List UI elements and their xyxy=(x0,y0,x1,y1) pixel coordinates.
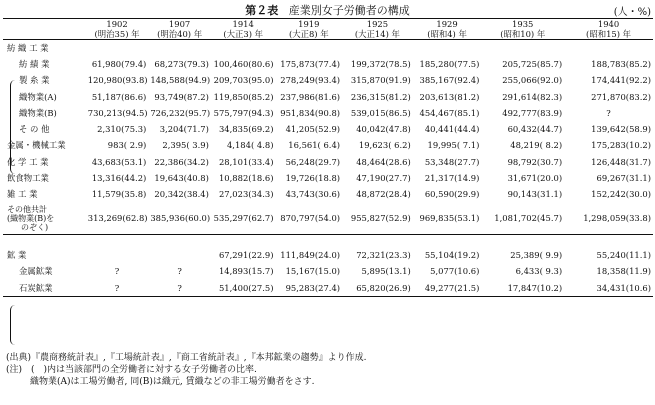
table-cell: 95,283(27.4) xyxy=(275,280,342,297)
table-cell: 53,348(27.7) xyxy=(424,156,480,167)
row-label: 飲食物工業 xyxy=(7,173,49,184)
table-cell: 1,298,059(33.8) xyxy=(583,213,651,224)
table-row xyxy=(3,121,653,137)
header-text: 1919 xyxy=(298,19,320,29)
row-label: 紡 績 業 xyxy=(19,58,50,69)
header-text: 1902 xyxy=(106,19,128,29)
table-cell: 152,242(30.0) xyxy=(591,189,651,200)
header-text: 1940 xyxy=(597,19,620,29)
table-cell: ? xyxy=(148,280,211,297)
table-cell xyxy=(564,40,653,57)
table-cell: 185,280(77.5) xyxy=(419,58,480,69)
table-cell: 68,273(79.3) xyxy=(154,58,209,69)
table-cell: 726,232(95.7) xyxy=(150,107,211,118)
table-cell: ? xyxy=(177,266,182,277)
table-cell: 48,464(28.6) xyxy=(356,156,411,167)
row-label: 石炭鉱業 xyxy=(3,280,86,297)
table-cell: 5,077(10.6) xyxy=(430,266,480,277)
header-text: 1925 xyxy=(366,19,389,29)
header-col xyxy=(564,19,653,40)
table-cell: 454,467(85.1) xyxy=(419,107,480,118)
table-cell: 175,283(10.2) xyxy=(591,140,651,151)
textile-brace xyxy=(10,80,15,174)
header-col xyxy=(342,19,413,40)
table-cell: 20,342(38.4) xyxy=(154,189,209,200)
table-cell: 69,267(31.1) xyxy=(596,173,651,184)
table-row xyxy=(3,264,653,280)
row-label-total: その他共計 (織物業(B)を のぞく) xyxy=(7,205,55,233)
header-text: 1914 xyxy=(232,19,254,29)
table-cell: 49,277(21.5) xyxy=(413,280,482,297)
table-cell: 278,249(93.4) xyxy=(280,75,341,86)
table-cell: 315,870(91.9) xyxy=(350,75,411,86)
row-label: 金属鉱業 xyxy=(19,266,53,277)
table-cell xyxy=(481,40,564,57)
header-col xyxy=(211,19,276,40)
table-row xyxy=(3,154,653,170)
row-label: 化 学 工 業 xyxy=(7,156,49,167)
table-cell: 209,703(95.0) xyxy=(213,75,274,86)
table-cell: 199,372(78.5) xyxy=(350,58,411,69)
table-cell: 983( 2.9) xyxy=(107,140,147,151)
note-1: (注) ( )内は当該部門の全労働者に対する女子労働者の比率. xyxy=(6,365,257,375)
table-cell: 203,613(81.2) xyxy=(419,91,480,102)
table-cell: 3,204(71.7) xyxy=(159,124,209,135)
header-col xyxy=(413,19,482,40)
table-cell: 205,725(85.7) xyxy=(502,58,563,69)
header-text: (昭和4) 年 xyxy=(427,29,467,39)
table-cell: 17,847(10.2) xyxy=(481,280,564,297)
table-cell: 174,441(92.2) xyxy=(591,75,651,86)
table-cell: 969,835(53.1) xyxy=(419,213,480,224)
header-col xyxy=(481,19,564,40)
header-text: 1907 xyxy=(168,19,191,29)
row-label: 織物業(B) xyxy=(19,107,57,118)
table-cell xyxy=(148,40,211,57)
header-text: 1929 xyxy=(436,19,458,29)
table-cell: 90,143(31.1) xyxy=(507,189,563,200)
table-cell: 188,783(85.2) xyxy=(591,58,651,69)
header-text: (明治35) 年 xyxy=(94,29,140,39)
table-cell: 120,980(93.8) xyxy=(87,75,148,86)
table-cell: 870,797(54.0) xyxy=(280,213,341,224)
row-label: 織物業(A) xyxy=(19,91,57,102)
table-cell: 5,895(13.1) xyxy=(361,266,411,277)
table-cell: 55,104(19.2) xyxy=(424,250,480,261)
table-cell: 25,389( 9.9) xyxy=(510,250,563,261)
table-cell: 19,726(18.8) xyxy=(285,173,341,184)
table-title xyxy=(0,2,655,18)
table-cell: 65,820(26.9) xyxy=(342,280,413,297)
table-cell: 385,936(60.0) xyxy=(150,213,211,224)
table-cell xyxy=(148,247,211,263)
table-cell: 48,219( 8.2) xyxy=(510,140,563,151)
table-cell: 48,872(28.4) xyxy=(356,189,411,200)
header-text: (大正8) 年 xyxy=(288,29,329,39)
table-row xyxy=(3,138,653,154)
table-row xyxy=(3,73,653,89)
table-cell: 4,184( 4.8) xyxy=(226,140,274,151)
table-cell: 492,777(83.9) xyxy=(502,107,563,118)
table-cell: 43,743(30.6) xyxy=(285,189,341,200)
table-cell: 60,590(29.9) xyxy=(424,189,480,200)
table-cell: 19,643(40.8) xyxy=(154,173,209,184)
header-text: (大正3) 年 xyxy=(223,29,263,39)
table-cell: 955,827(52.9) xyxy=(350,213,411,224)
table-row xyxy=(3,170,653,186)
table-row xyxy=(3,56,653,72)
table-cell: 55,240(11.1) xyxy=(596,250,651,261)
table-cell: 93,749(87.2) xyxy=(154,91,209,102)
table-cell: 271,870(83.2) xyxy=(591,91,651,102)
table-cell: 1,081,702(45.7) xyxy=(494,213,563,224)
table-row xyxy=(3,187,653,203)
table-cell: 255,066(92.0) xyxy=(502,75,563,86)
table-cell: 43,683(53.1) xyxy=(91,156,147,167)
header-text: (昭和15) 年 xyxy=(586,29,632,39)
table-cell xyxy=(86,247,149,263)
table-cell: 539,015(86.5) xyxy=(350,107,411,118)
table-cell: 56,248(29.7) xyxy=(285,156,341,167)
table-cell: 21,317(14.9) xyxy=(424,173,480,184)
table-caption: 産業別女子労働者の構成 xyxy=(288,4,410,17)
table-cell: 126,448(31.7) xyxy=(591,156,651,167)
table-cell xyxy=(86,40,149,57)
table-cell: 60,432(44.7) xyxy=(507,124,563,135)
header-col xyxy=(148,19,211,40)
header-col xyxy=(275,19,342,40)
table-cell: 2,310(75.3) xyxy=(97,124,147,135)
table-cell: 22,386(34.2) xyxy=(154,156,209,167)
table-cell: 34,835(69.2) xyxy=(218,124,274,135)
row-label: 製 糸 業 xyxy=(19,75,50,86)
table-cell: 313,269(62.8) xyxy=(87,213,148,224)
table-cell: 14,893(15.7) xyxy=(218,266,274,277)
data-table xyxy=(3,18,653,297)
table-cell: 47,190(27.7) xyxy=(356,173,411,184)
table-cell: 67,291(22.9) xyxy=(218,250,274,261)
table-cell: ? xyxy=(114,266,120,277)
table-cell: 2,395( 3.9) xyxy=(162,140,209,151)
table-cell: 16,561( 6.4) xyxy=(288,140,341,151)
table-row xyxy=(3,105,653,121)
table-row xyxy=(3,247,653,263)
row-label: 雑 工 業 xyxy=(7,189,38,200)
table-cell: 6,433( 9.3) xyxy=(515,266,563,277)
header-text: 1935 xyxy=(512,19,534,29)
table-cell: ? xyxy=(606,107,611,118)
table-cell: 100,460(80.6) xyxy=(213,58,274,69)
table-cell: 98,792(30.7) xyxy=(507,156,563,167)
notes xyxy=(6,352,366,388)
table-cell xyxy=(342,40,413,57)
table-cell: 13,316(44.2) xyxy=(91,173,147,184)
table-cell: 40,441(44.4) xyxy=(424,124,480,135)
table-cell: 175,873(77.4) xyxy=(280,58,341,69)
table-cell: 10,882(18.6) xyxy=(218,173,274,184)
table-cell: 34,431(10.6) xyxy=(564,280,653,297)
table-cell: 15,167(15.0) xyxy=(285,266,341,277)
table-cell: 575,797(94.3) xyxy=(213,107,274,118)
unit-label: (人・%) xyxy=(613,7,651,18)
table-number: 第２表 xyxy=(245,4,279,17)
table-cell xyxy=(211,40,276,57)
table-cell: 730,213(94.5) xyxy=(87,107,148,118)
table-cell: 51,187(86.6) xyxy=(91,91,147,102)
table-cell: 11,579(35.8) xyxy=(91,189,147,200)
header-corner xyxy=(3,19,86,40)
row-label: 紡 織 工 業 xyxy=(7,42,49,53)
table-cell: 31,671(20.0) xyxy=(507,173,563,184)
table-row-total xyxy=(3,203,653,235)
table-cell: 61,980(79.4) xyxy=(91,58,147,69)
note-2: 織物業(A)は工場労働者, 同(B)は織元, 賃織などの非工場労働者をさす. xyxy=(30,377,315,387)
table-cell: 148,588(94.9) xyxy=(150,75,211,86)
table-cell: 51,400(27.5) xyxy=(211,280,276,297)
table-cell: 385,167(92.4) xyxy=(419,75,480,86)
row-label: 金属・機械工業 xyxy=(7,140,66,151)
table-spacer xyxy=(3,235,653,248)
table-cell: 139,642(58.9) xyxy=(591,124,651,135)
table-cell: 19,995( 7.1) xyxy=(427,140,480,151)
table-row xyxy=(3,89,653,105)
table-cell: 40,042(47.8) xyxy=(356,124,411,135)
table-cell: 111,849(24.0) xyxy=(280,250,341,261)
header-text: (明治40) 年 xyxy=(157,29,203,39)
table-cell: 72,321(23.3) xyxy=(356,250,411,261)
header-col xyxy=(86,19,149,40)
header-row xyxy=(3,19,653,40)
table-cell: 27,023(34.3) xyxy=(218,189,274,200)
table-cell: ? xyxy=(86,280,149,297)
table-cell xyxy=(275,40,342,57)
table-row xyxy=(3,40,653,57)
row-label: 鉱 業 xyxy=(7,250,27,261)
row-label: そ の 他 xyxy=(19,124,50,135)
header-text: (大正14) 年 xyxy=(354,29,400,39)
table-cell: 951,834(90.8) xyxy=(280,107,341,118)
table-cell: 41,205(52.9) xyxy=(285,124,341,135)
header-text: (昭和10) 年 xyxy=(500,29,546,39)
table-cell: 119,850(85.2) xyxy=(213,91,274,102)
mining-brace xyxy=(10,305,15,345)
table-cell: 535,297(62.7) xyxy=(213,213,274,224)
table-cell xyxy=(413,40,482,57)
table-cell: 237,986(81.6) xyxy=(280,91,341,102)
table-cell: 28,101(33.4) xyxy=(218,156,274,167)
table-row xyxy=(3,280,653,297)
table-cell: 291,614(82.3) xyxy=(502,91,563,102)
table-cell: 18,358(11.9) xyxy=(596,266,651,277)
table-cell: 236,315(81.2) xyxy=(350,91,411,102)
table-cell: 19,623( 6.2) xyxy=(358,140,411,151)
source-note: (出典)『農商務統計表』,『工場統計表』,『商工省統計表』,『本邦鉱業の趨勢』より作成. xyxy=(6,353,367,363)
